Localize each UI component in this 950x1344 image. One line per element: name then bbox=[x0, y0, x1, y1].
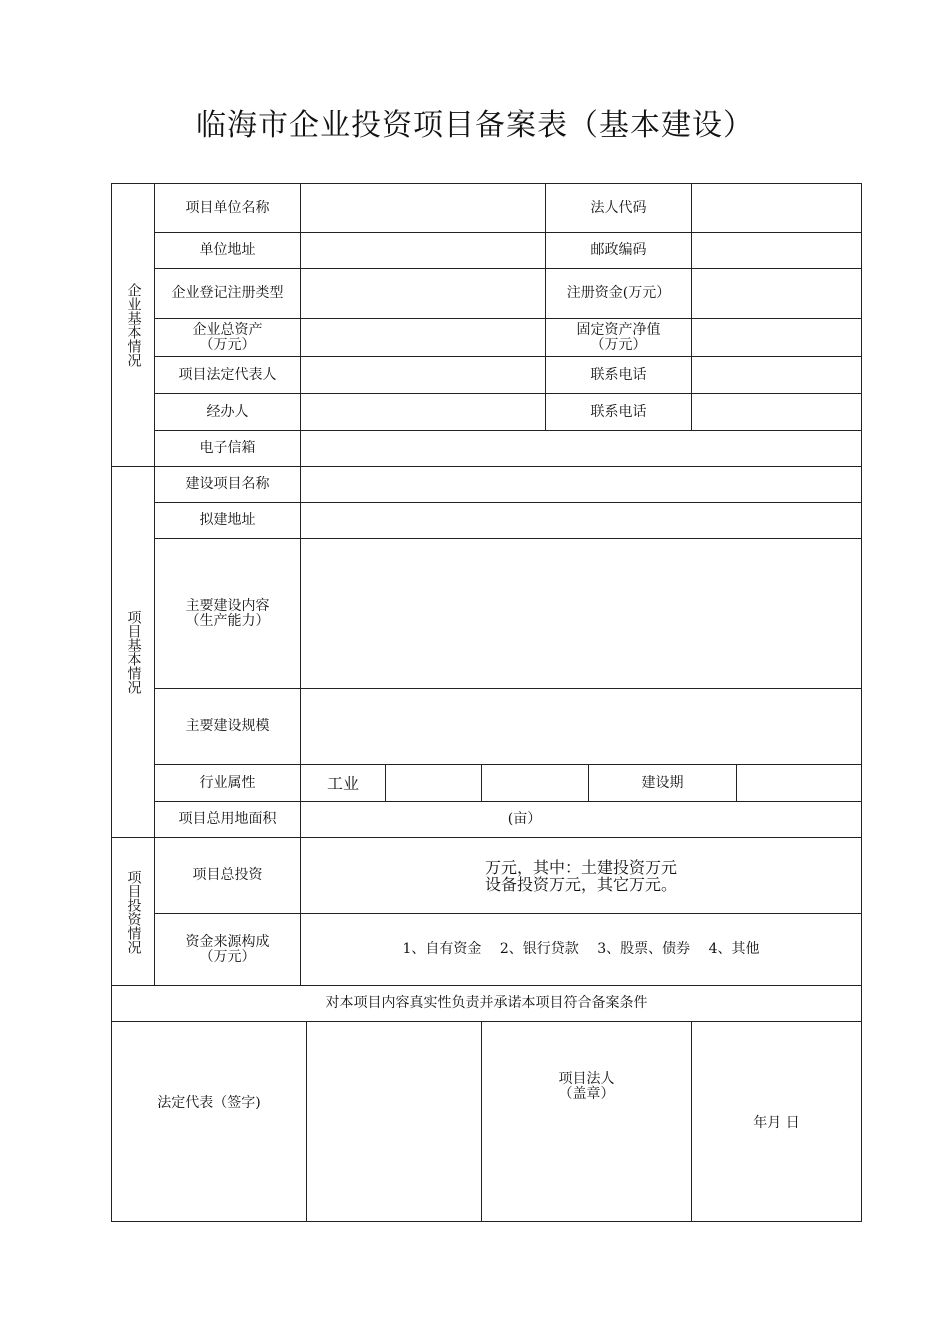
label-main-content: 主要建设内容 （生产能力） bbox=[185, 597, 270, 629]
field-signature[interactable] bbox=[307, 1022, 481, 1221]
field-unit-name[interactable] bbox=[301, 184, 545, 232]
label-project-legal-seal: 项目法人 （盖章） bbox=[558, 1071, 615, 1102]
section-investment: 项目投资情况 bbox=[125, 869, 142, 954]
label-legal-rep: 项目法定代表人 bbox=[178, 366, 277, 383]
label-reg-type: 企业登记注册类型 bbox=[171, 285, 284, 301]
label-legal-code: 法人代码 bbox=[590, 199, 647, 216]
label-project-name: 建设项目名称 bbox=[185, 476, 270, 492]
field-reg-capital[interactable] bbox=[692, 269, 861, 318]
label-fund-source: 资金来源构成 （万元） bbox=[185, 933, 270, 965]
field-phone-1[interactable] bbox=[692, 357, 861, 393]
field-main-content[interactable] bbox=[301, 539, 861, 688]
field-industry-extra-1[interactable] bbox=[386, 765, 481, 801]
date-field: 年月 日 bbox=[753, 1115, 800, 1131]
fund-options: 1、自有资金 2、银行贷款 3、股票、债券 4、其他 bbox=[402, 941, 760, 957]
investment-text: 万元，其中：土建投资万元 设备投资万元，其它万元。 bbox=[484, 857, 677, 894]
field-total-assets[interactable] bbox=[301, 319, 545, 356]
label-main-scale: 主要建设规模 bbox=[185, 718, 270, 734]
field-legal-rep[interactable] bbox=[301, 357, 545, 393]
label-industry: 行业属性 bbox=[199, 774, 256, 791]
label-unit-name: 项目单位名称 bbox=[185, 199, 270, 216]
industry-value: 工业 bbox=[326, 773, 359, 793]
label-reg-capital: 注册资金(万元） bbox=[566, 285, 671, 301]
label-fixed-assets: 固定资产净值 （万元） bbox=[576, 321, 661, 353]
field-postal-code[interactable] bbox=[692, 233, 861, 268]
section-enterprise: 企业基本情况 bbox=[125, 283, 142, 367]
field-phone-2[interactable] bbox=[692, 394, 861, 430]
label-postal-code: 邮政编码 bbox=[590, 242, 647, 258]
field-handler[interactable] bbox=[301, 394, 545, 430]
field-legal-code[interactable] bbox=[692, 184, 861, 232]
field-proposed-address[interactable] bbox=[301, 503, 861, 538]
page-title: 临海市企业投资项目备案表（基本建设） bbox=[196, 108, 754, 143]
label-proposed-address: 拟建地址 bbox=[199, 512, 256, 528]
field-email[interactable] bbox=[301, 431, 861, 466]
label-handler: 经办人 bbox=[206, 403, 249, 420]
label-land-area: 项目总用地面积 bbox=[178, 811, 277, 827]
label-total-investment: 项目总投资 bbox=[192, 867, 263, 883]
field-fixed-assets[interactable] bbox=[692, 319, 861, 356]
label-email: 电子信箱 bbox=[199, 440, 256, 456]
label-period: 建设期 bbox=[641, 774, 684, 791]
label-phone-1: 联系电话 bbox=[590, 366, 647, 383]
field-period[interactable] bbox=[737, 765, 861, 801]
label-unit-address: 单位地址 bbox=[199, 242, 256, 258]
field-reg-type[interactable] bbox=[301, 269, 545, 318]
label-legal-signature: 法定代表（签字) bbox=[157, 1094, 261, 1111]
commitment-statement: 对本项目内容真实性负责并承诺本项目符合备案条件 bbox=[325, 995, 648, 1011]
land-unit: (亩） bbox=[507, 811, 542, 827]
section-project: 项目基本情况 bbox=[125, 610, 142, 694]
field-unit-address[interactable] bbox=[301, 233, 545, 268]
label-total-assets: 企业总资产 （万元） bbox=[192, 321, 263, 353]
label-phone-2: 联系电话 bbox=[590, 403, 647, 420]
field-project-name[interactable] bbox=[301, 467, 861, 502]
field-industry-extra-2[interactable] bbox=[482, 765, 588, 801]
field-main-scale[interactable] bbox=[301, 689, 861, 764]
